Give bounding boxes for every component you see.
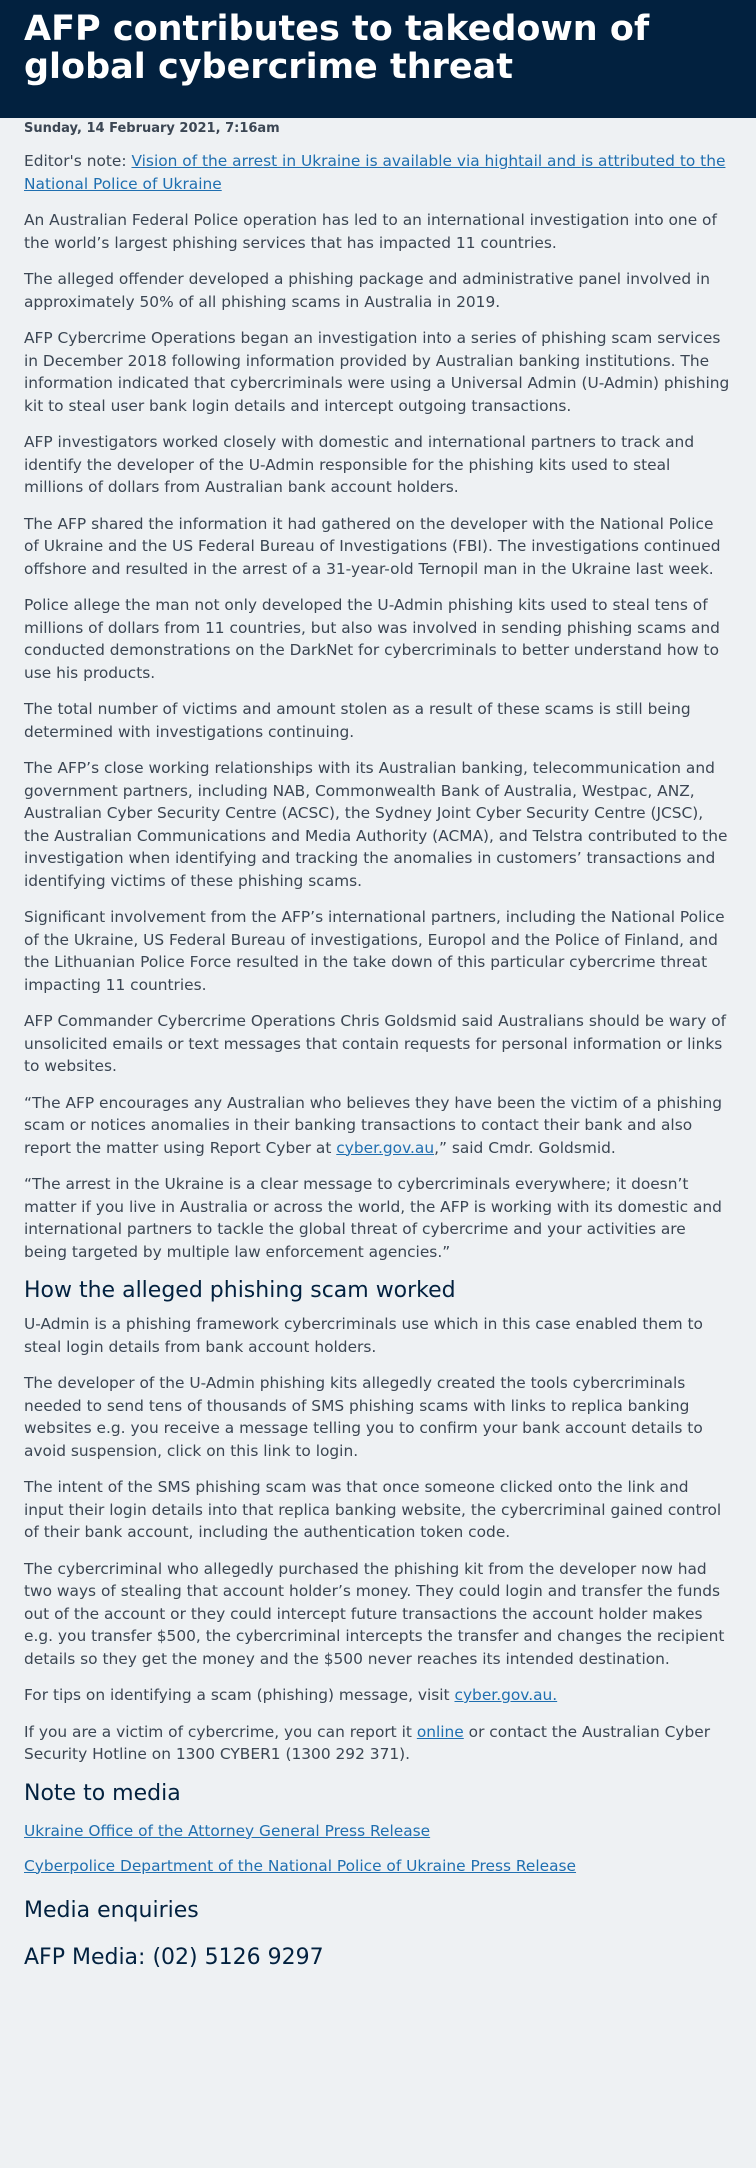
victim-hotline-text: or contact the Australian Cyber Security Hotline on 1300 CYBER1 (1300 292 371). bbox=[24, 1722, 711, 1763]
note-link-line-2 bbox=[24, 1855, 732, 1877]
cyber-gov-link[interactable]: cyber.gov.au bbox=[336, 1138, 435, 1157]
editor-note bbox=[24, 150, 732, 195]
body-paragraph-3: AFP Cybercrime Operations began an investigation into a series of phishing scam services in December 2018 following information provided by Australian banking institutions. The information indicated that cybercriminals were using a Universal Admin (U-Admin) phishing kit to steal user bank login details and intercept outgoing transactions. bbox=[24, 329, 730, 415]
note-link-line-1 bbox=[24, 1820, 732, 1842]
quote-paragraph-2: “The arrest in the Ukraine is a clear message to cybercriminals everywhere; it doesn’t matter if you live in Australia or across the world, the AFP is working with its domestic and international partners to tackle the global threat of cybercrime and your activities are being targeted by multiple law enforcement agencies.” bbox=[24, 1175, 722, 1261]
hightail-vision-link[interactable]: Vision of the arrest in Ukraine is available via hightail and is attributed to the National Police of Ukraine bbox=[24, 152, 726, 193]
body-paragraph-6: Police allege the man not only developed the U-Admin phishing kits used to steal tens of millions of dollars from 11 countries, but also was involved in sending phishing scams and conducted demonstrations on the DarkNet for cybercriminals to better understand how to use his products. bbox=[24, 596, 720, 682]
tips-text: For tips on identifying a scam (phishing) message, visit bbox=[24, 1686, 455, 1704]
tips-paragraph bbox=[24, 1684, 732, 1707]
how-paragraph-4: The cybercriminal who allegedly purchased the phishing kit from the developer now had two ways of stealing that account holder’s money. They could login and transfer the funds out of the account or they could intercept future transactions the account holder makes e.g. you transfer $500, the cybercriminal intercepts the transfer and changes the recipient details so they get the money and the $500 never reaches its intended destination. bbox=[24, 1559, 725, 1668]
page-header bbox=[0, 0, 756, 118]
report-online-link[interactable]: online bbox=[416, 1722, 464, 1741]
body-paragraph-2: The alleged offender developed a phishing package and administrative panel involved in approximately 50% of all phishing scams in Australia in 2019. bbox=[24, 270, 711, 311]
media-enquiries-heading: Media enquiries bbox=[24, 1897, 199, 1923]
article-content bbox=[0, 121, 756, 1971]
body-paragraph-1: An Australian Federal Police operation has led to an international investigation into one of the world’s largest phishing services that has impacted 11 countries. bbox=[24, 211, 717, 252]
body-paragraph-8: The AFP’s close working relationships with its Australian banking, telecommunication and government partners, including NAB, Commonwealth Bank of Australia, Westpac, ANZ, Australian Cyber Security Centre (ACSC), the Sydney Joint Cyber Security Centre (JCSC), the Australian Communications and Media Authority (ACMA), and Telstra contributed to the investigation when identifying and tracking the anomalies in customers’ transactions and identifying victims of these phishing scams. bbox=[24, 759, 728, 890]
tips-cyber-gov-link[interactable]: cyber.gov.au. bbox=[454, 1686, 558, 1704]
note-to-media-heading: Note to media bbox=[24, 1780, 181, 1806]
body-paragraph-9: Significant involvement from the AFP’s international partners, including the National Police of the Ukraine, US Federal Bureau of investigations, Europol and the Police of Finland, and the Lithuanian Police Force resulted in the take down of this particular cybercrime threat impacting 11 countries. bbox=[24, 908, 725, 994]
page-title: AFP contributes to takedown of global cybercrime threat bbox=[24, 9, 650, 87]
quote-paragraph-1 bbox=[24, 1092, 732, 1160]
body-paragraph-4: AFP investigators worked closely with domestic and international partners to track and identify the developer of the U-Admin responsible for the phishing kits used to steal millions of dollars from Australian bank account holders. bbox=[24, 433, 695, 496]
body-paragraph-10: AFP Commander Cybercrime Operations Chris Goldsmid said Australians should be wary of unsolicited emails or text messages that contain requests for personal information or links to websites. bbox=[24, 1012, 727, 1075]
how-paragraph-3: The intent of the SMS phishing scam was that once someone clicked onto the link and input their login details into that replica banking website, the cybercriminal gained control of their bank account, including the authentication token code. bbox=[24, 1478, 722, 1541]
quote-1-text: “The AFP encourages any Australian who believes they have been the victim of a phishing scam or notices anomalies in their banking transactions to contact their bank and also report the matter using Report Cyber at bbox=[24, 1093, 722, 1157]
how-paragraph-2: The developer of the U-Admin phishing kits allegedly created the tools cybercriminals needed to send tens of thousands of SMS phishing scams with links to replica banking websites e.g. you receive a message telling you to confirm your bank account details to avoid suspension, click on this link to login. bbox=[24, 1374, 703, 1460]
how-scam-worked-heading: How the alleged phishing scam worked bbox=[24, 1278, 456, 1303]
media-phone: AFP Media: (02) 5126 9297 bbox=[24, 1944, 324, 1970]
body-paragraph-5: The AFP shared the information it had gathered on the developer with the National Police of Ukraine and the US Federal Bureau of Investigations (FBI). The investigations continued offshore and resulted in the arrest of a 31-year-old Ternopil man in the Ukraine last week. bbox=[24, 514, 721, 578]
victim-text: If you are a victim of cybercrime, you can report it bbox=[24, 1722, 417, 1741]
editor-note-prefix: Editor's note: bbox=[24, 152, 132, 170]
cyberpolice-press-release-link[interactable]: Cyberpolice Department of the National Police of Ukraine Press Release bbox=[24, 1856, 577, 1875]
body-paragraph-7: The total number of victims and amount stolen as a result of these scams is still being determined with investigations continuing. bbox=[24, 700, 691, 741]
attorney-general-press-release-link[interactable]: Ukraine Office of the Attorney General Press Release bbox=[24, 1821, 431, 1840]
quote-1-attribution: ,” said Cmdr. Goldsmid. bbox=[434, 1138, 616, 1157]
victim-paragraph bbox=[24, 1721, 732, 1766]
how-paragraph-1: U-Admin is a phishing framework cybercriminals use which in this case enabled them to steal login details from bank account holders. bbox=[24, 1315, 703, 1356]
publish-date: Sunday, 14 February 2021, 7:16am bbox=[24, 121, 280, 136]
